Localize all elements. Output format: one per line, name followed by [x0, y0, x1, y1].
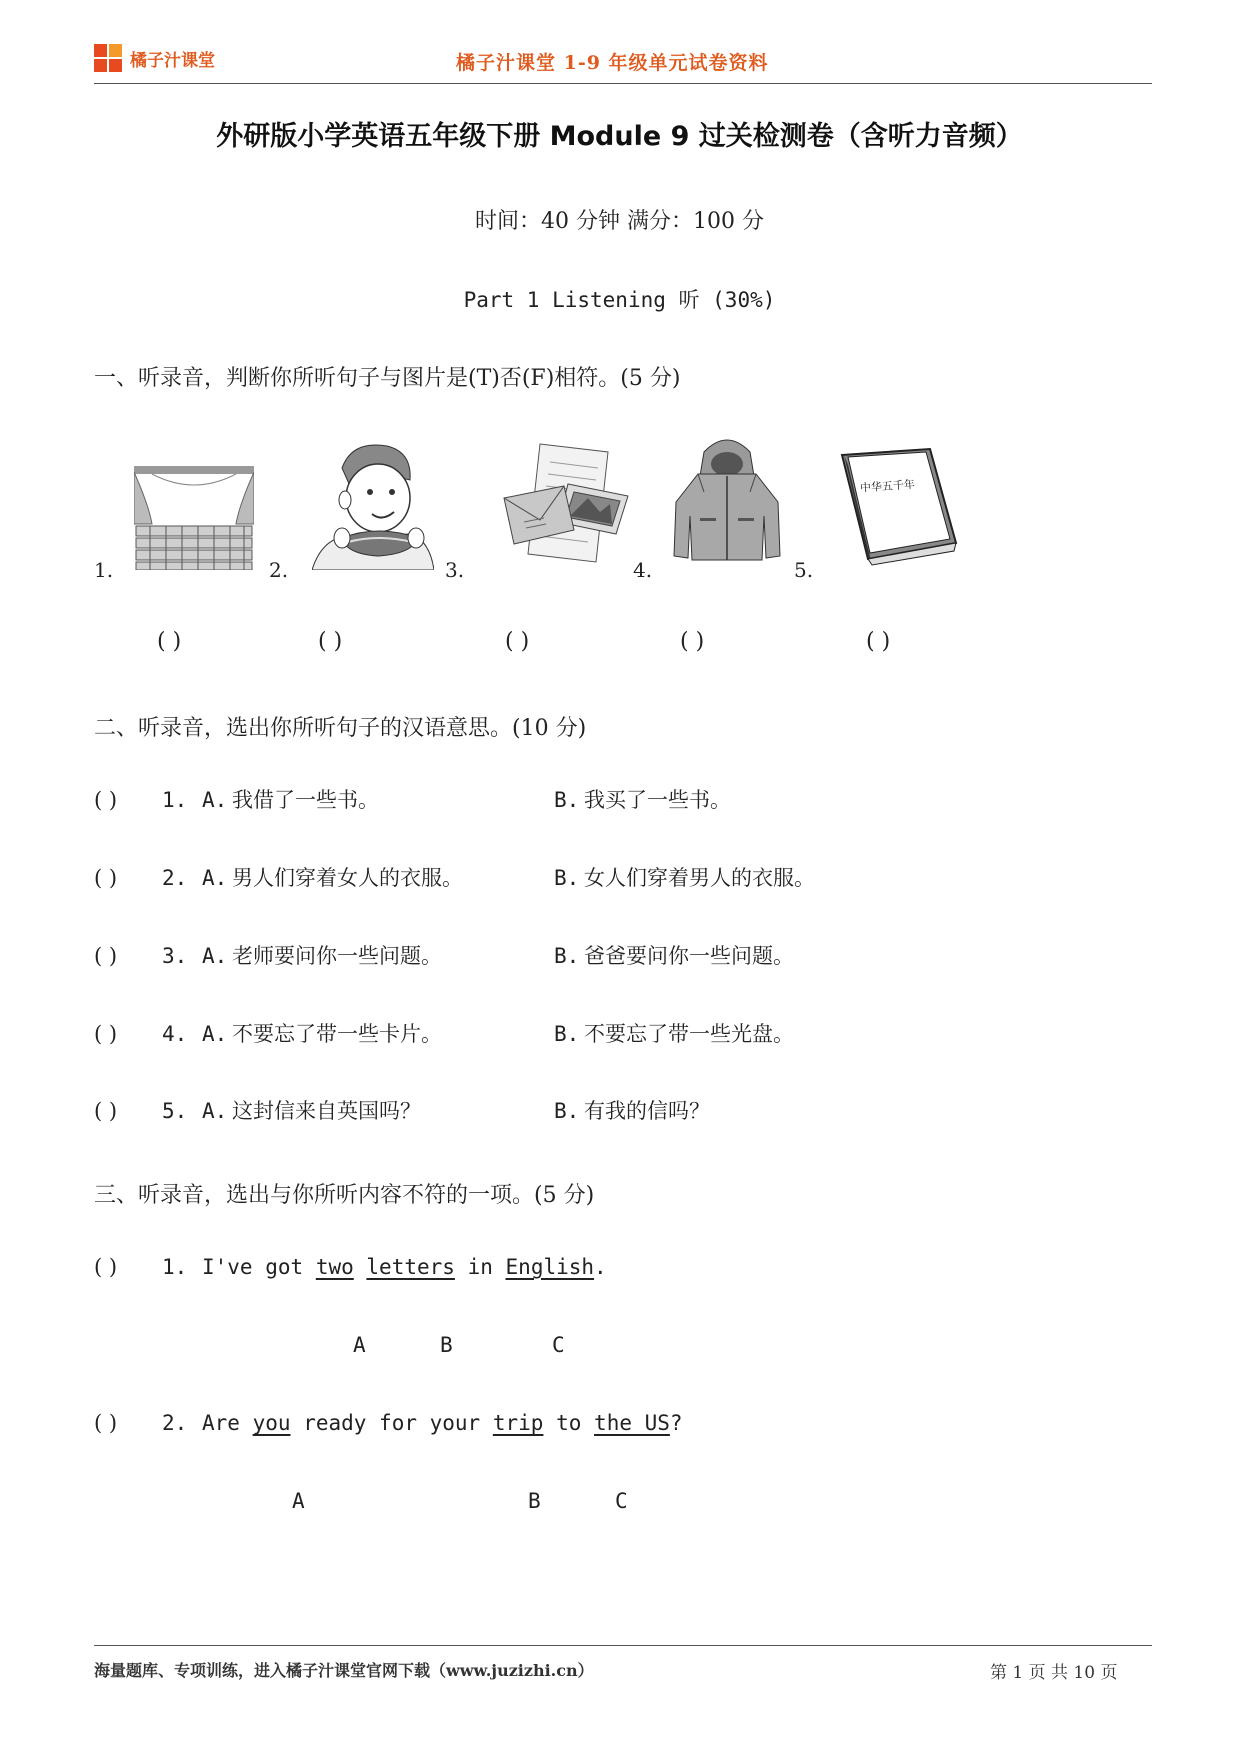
underlined-word-a: you — [252, 1411, 291, 1435]
option-c-label: C — [552, 1333, 565, 1357]
answer-blank[interactable]: ( ) — [94, 944, 118, 968]
option-b: 有我的信吗？ — [584, 1099, 710, 1123]
letters-envelope-icon — [500, 440, 630, 569]
option-b-label: B — [440, 1333, 453, 1357]
underlined-word-c: the US — [594, 1411, 670, 1435]
option-label: B. — [554, 1022, 580, 1046]
picture-number: 5. — [794, 558, 814, 582]
answer-blank[interactable]: ( ) — [680, 629, 705, 654]
option-c-label: C — [615, 1489, 628, 1513]
option-label: A. — [202, 1099, 228, 1123]
underlined-word-c: English — [505, 1255, 595, 1279]
picture-number: 4. — [633, 558, 653, 582]
option-label: B. — [554, 866, 580, 890]
option-b: 不要忘了带一些光盘。 — [584, 1022, 794, 1046]
answer-blank[interactable]: ( ) — [94, 1099, 118, 1123]
option-a: 这封信来自英国吗？ — [232, 1099, 421, 1123]
answer-blank[interactable]: ( ) — [157, 629, 182, 654]
sentence-punct: ? — [669, 1411, 683, 1435]
underlined-word-b: trip — [492, 1411, 544, 1435]
question-row — [94, 1411, 683, 1435]
option-label: A. — [202, 788, 228, 812]
picture-number: 3. — [445, 558, 465, 582]
underlined-word-a: two — [315, 1255, 354, 1279]
boy-eating-watermelon-icon — [312, 438, 434, 574]
picture-number: 1. — [94, 558, 114, 582]
question-number: 2. — [162, 866, 188, 890]
footer-divider — [94, 1645, 1152, 1646]
question-row — [94, 784, 731, 814]
question-number: 1. — [162, 1255, 188, 1279]
chinese-book-icon — [838, 447, 958, 571]
question-row — [94, 1255, 607, 1279]
option-label: B. — [554, 1099, 580, 1123]
answer-blank[interactable]: ( ) — [866, 629, 891, 654]
option-label: A. — [202, 944, 228, 968]
question-number: 2. — [162, 1411, 188, 1435]
answer-blank[interactable]: ( ) — [94, 1022, 118, 1046]
section-2-heading: 二、听录音，选出你所听句子的汉语意思。(10 分) — [94, 716, 587, 741]
sentence-punct: . — [594, 1255, 607, 1279]
answer-blank[interactable]: ( ) — [94, 1255, 118, 1279]
sentence-word: to — [556, 1411, 582, 1435]
option-b-label: B — [528, 1489, 541, 1513]
answer-blank[interactable]: ( ) — [505, 629, 530, 654]
option-label: B. — [554, 788, 580, 812]
hooded-coat-icon — [670, 432, 784, 570]
option-b: 爸爸要问你一些问题。 — [584, 944, 794, 968]
underlined-word-b: letters — [366, 1255, 455, 1279]
brand-logo-icon — [94, 44, 124, 74]
question-number: 4. — [162, 1022, 188, 1046]
sentence-word: I've got — [202, 1255, 304, 1279]
option-a: 我借了一些书。 — [232, 788, 379, 812]
question-row — [94, 940, 794, 970]
question-row — [94, 1095, 710, 1125]
part-heading: Part 1 Listening 听 (30%) — [463, 288, 776, 312]
question-number: 1. — [162, 788, 188, 812]
time-info: 时间：40 分钟 满分：100 分 — [475, 209, 764, 234]
picture-number: 2. — [269, 558, 289, 582]
page-title: 外研版小学英语五年级下册 Module 9 过关检测卷（含听力音频） — [216, 121, 1023, 152]
option-label: A. — [202, 866, 228, 890]
option-label: B. — [554, 944, 580, 968]
option-a: 男人们穿着女人的衣服。 — [232, 866, 463, 890]
answer-blank[interactable]: ( ) — [94, 866, 118, 890]
option-b: 女人们穿着男人的衣服。 — [584, 866, 815, 890]
theater-seats-icon — [134, 466, 254, 574]
footer-promo: 海量题库、专项训练，进入橘子汁课堂官网下载（www.juzizhi.cn） — [94, 1661, 594, 1680]
answer-blank[interactable]: ( ) — [318, 629, 343, 654]
book-title-text: 中华五千年 — [859, 477, 916, 495]
header-divider — [94, 83, 1152, 84]
option-b: 我买了一些书。 — [584, 788, 731, 812]
sentence-word: in — [467, 1255, 493, 1279]
question-number: 3. — [162, 944, 188, 968]
option-label: A. — [202, 1022, 228, 1046]
option-a-label: A — [292, 1489, 305, 1513]
section-1-heading: 一、听录音，判断你所听句子与图片是(T)否(F)相符。(5 分) — [94, 366, 681, 391]
option-a: 老师要问你一些问题。 — [232, 944, 442, 968]
answer-blank[interactable]: ( ) — [94, 788, 118, 812]
question-number: 5. — [162, 1099, 188, 1123]
header-tagline: 橘子汁课堂 1-9 年级单元试卷资料 — [456, 52, 769, 74]
option-a: 不要忘了带一些卡片。 — [232, 1022, 442, 1046]
sentence-word: Are — [202, 1411, 240, 1435]
option-a-label: A — [353, 1333, 366, 1357]
sentence-word: ready for your — [303, 1411, 481, 1435]
answer-blank[interactable]: ( ) — [94, 1411, 118, 1435]
question-row — [94, 1018, 794, 1048]
header-brand: 橘子汁课堂 — [130, 51, 215, 71]
page-number: 第 1 页 共 10 页 — [990, 1663, 1118, 1683]
question-row — [94, 862, 815, 892]
section-3-heading: 三、听录音，选出与你所听内容不符的一项。(5 分) — [94, 1183, 595, 1208]
